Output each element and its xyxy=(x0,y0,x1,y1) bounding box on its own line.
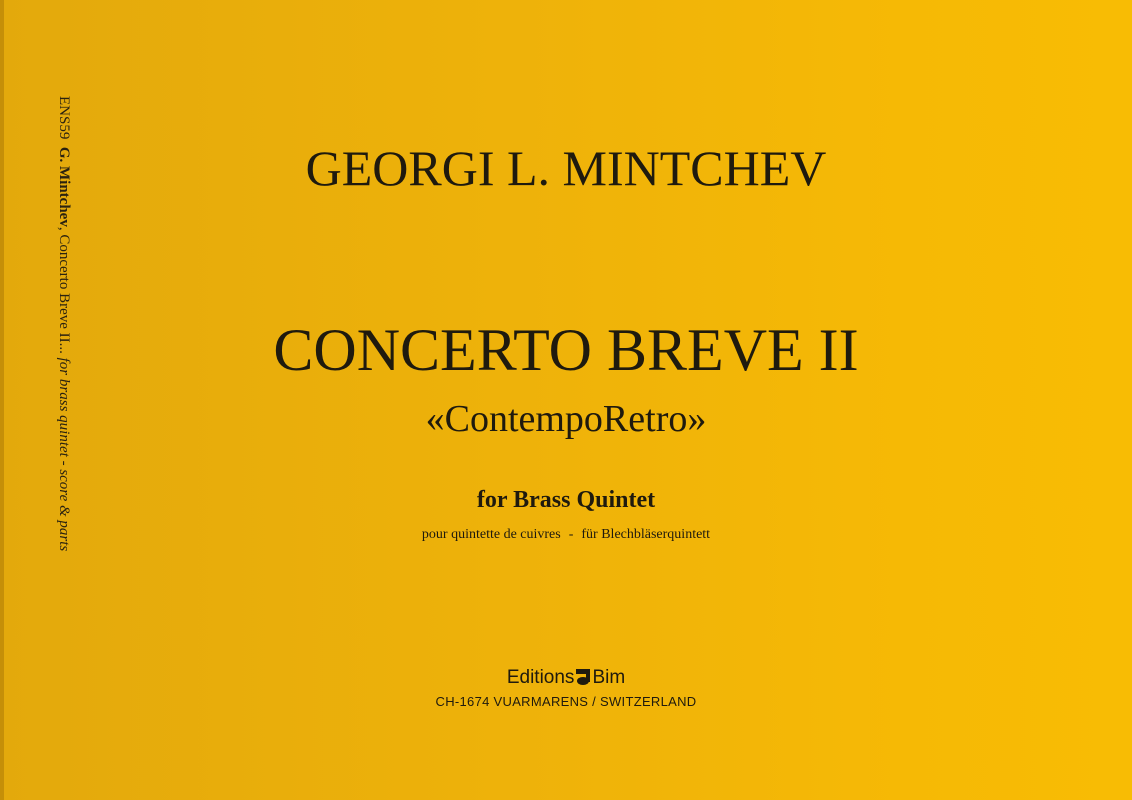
work-title: CONCERTO BREVE II xyxy=(273,317,859,383)
publisher-address: CH-1674 VUARMARENS / SWITZERLAND xyxy=(435,694,697,709)
instrumentation-translations xyxy=(0,526,1132,544)
spine-work-title: , Concerto Breve II... xyxy=(56,226,72,354)
translation-separator: - xyxy=(568,527,574,542)
publisher-logo xyxy=(0,666,1132,690)
composer-name: GEORGI L. MINTCHEV xyxy=(305,140,827,196)
publisher-name-part1: Editions xyxy=(506,667,575,688)
german-translation: für Blechbläserquintett xyxy=(581,527,711,542)
instrumentation-heading: for Brass Quintet xyxy=(476,487,656,513)
work-subtitle: «ContempoRetro» xyxy=(425,398,707,440)
spine-instrumentation: for brass quintet - score & parts xyxy=(56,357,72,552)
spine-composer: G. Mintchev xyxy=(56,146,72,227)
french-translation: pour quintette de cuivres xyxy=(421,527,561,542)
music-note-logo-icon xyxy=(575,668,591,686)
publisher-name-part2: Bim xyxy=(592,667,626,688)
spine-catalog-number: ENS59 xyxy=(56,96,72,140)
